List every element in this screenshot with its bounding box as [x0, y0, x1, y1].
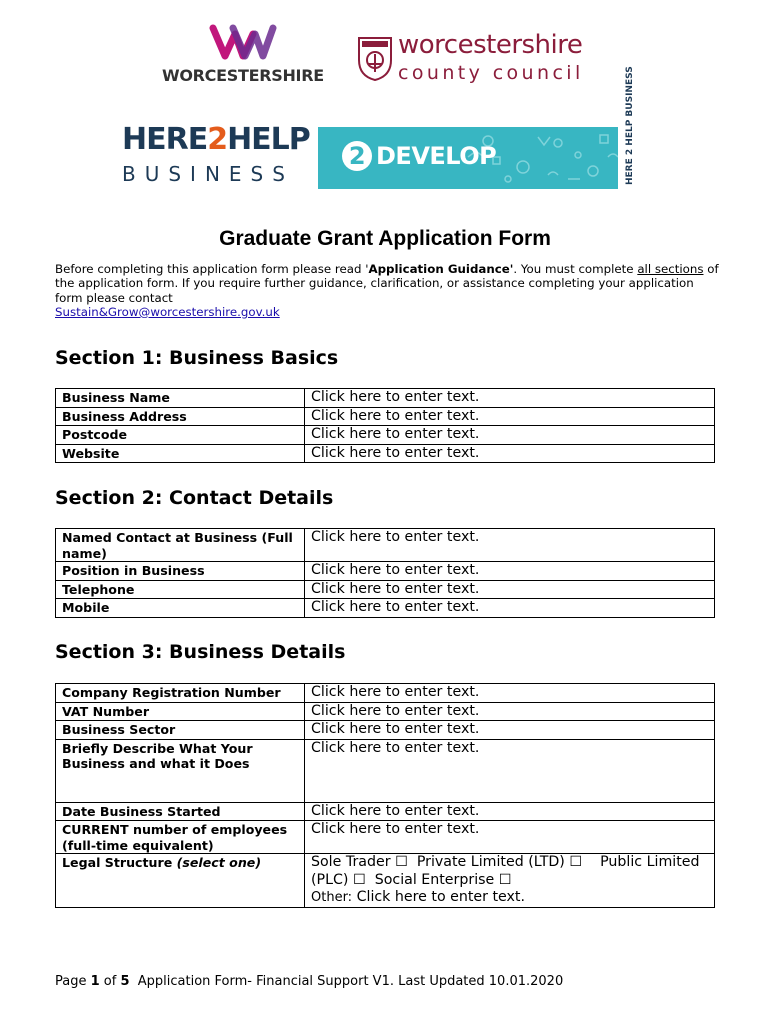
footer-page-total: 5 — [120, 974, 130, 989]
section-2-table — [55, 528, 715, 618]
worcestershire-logo-text: WORCESTERSHIRE — [162, 66, 324, 85]
here2help-logo-subtitle: BUSINESS — [122, 162, 294, 186]
field-label: Website — [56, 444, 305, 463]
public-limited-checkbox[interactable]: ☐ — [352, 871, 366, 888]
table-row — [56, 529, 715, 562]
contact-email-link[interactable]: Sustain&Grow@worcestershire.gov.uk — [55, 304, 280, 319]
date-started-field[interactable]: Click here to enter text. — [305, 802, 715, 821]
field-label: Mobile — [56, 599, 305, 618]
field-label: CURRENT number of employees (full-time equivalent) — [56, 821, 305, 854]
page-title: Graduate Grant Application Form — [219, 227, 551, 250]
table-row — [56, 389, 715, 408]
footer-page-number: 1 — [90, 974, 100, 989]
council-name-line2: county council — [398, 62, 584, 84]
develop-banner-text — [342, 141, 496, 171]
field-label: Telephone — [56, 580, 305, 599]
field-label: Business Address — [56, 407, 305, 426]
table-row — [56, 821, 715, 854]
business-name-field[interactable]: Click here to enter text. — [305, 389, 715, 408]
table-row — [56, 702, 715, 721]
develop-word: DEVELOP — [376, 142, 497, 170]
section-1-heading: Section 1: Business Basics — [55, 347, 339, 369]
legal-structure-label-text: Legal Structure — [62, 855, 177, 870]
company-registration-field[interactable]: Click here to enter text. — [305, 684, 715, 703]
develop-two: 2 — [342, 141, 372, 171]
vat-number-field[interactable]: Click here to enter text. — [305, 702, 715, 721]
field-label: Named Contact at Business (Full name) — [56, 529, 305, 562]
council-crest-icon — [356, 34, 394, 82]
option-private-limited-label: Private Limited (LTD) — [416, 854, 565, 870]
legal-structure-hint: (select one) — [176, 855, 262, 870]
develop-side-text: HERE 2 HELP BUSINESS — [625, 66, 635, 185]
employee-count-field[interactable]: Click here to enter text. — [305, 821, 715, 854]
field-label: Company Registration Number — [56, 684, 305, 703]
w-logo-icon — [207, 22, 279, 62]
table-row — [56, 599, 715, 618]
h2h-help: HELP — [227, 122, 310, 157]
page-footer — [55, 974, 563, 989]
here2help-logo-title — [122, 122, 310, 157]
section-3-heading: Section 3: Business Details — [55, 641, 346, 663]
postcode-field[interactable]: Click here to enter text. — [305, 426, 715, 445]
legal-structure-label — [56, 854, 305, 908]
table-row — [56, 739, 715, 802]
footer-page-word: Page — [55, 974, 91, 989]
section-2-heading: Section 2: Contact Details — [55, 487, 334, 509]
here2help-logo — [120, 122, 320, 192]
table-row — [56, 721, 715, 740]
intro-text-1: Before completing this application form please read ' — [55, 262, 369, 276]
field-label: Business Name — [56, 389, 305, 408]
table-row — [56, 444, 715, 463]
position-field[interactable]: Click here to enter text. — [305, 562, 715, 581]
field-label: Date Business Started — [56, 802, 305, 821]
option-sole-trader-label: Sole Trader — [311, 854, 391, 870]
legal-structure-options — [305, 854, 715, 908]
social-enterprise-checkbox[interactable]: ☐ — [498, 871, 512, 888]
option-public-limited-label: Public Limited (PLC) — [311, 854, 700, 888]
private-limited-checkbox[interactable]: ☐ — [569, 854, 583, 870]
table-row — [56, 426, 715, 445]
h2h-two: 2 — [207, 122, 228, 157]
business-address-field[interactable]: Click here to enter text. — [305, 407, 715, 426]
field-label: Business Sector — [56, 721, 305, 740]
section-1-table — [55, 388, 715, 463]
intro-guidance-bold: Application Guidance' — [368, 262, 514, 276]
footer-document-info: Application Form- Financial Support V1. Last Updated 10.01.2020 — [129, 974, 564, 989]
sole-trader-checkbox[interactable]: ☐ — [395, 854, 408, 870]
table-row — [56, 854, 715, 908]
table-row — [56, 802, 715, 821]
intro-text-3: of the application form. If you require further guidance, clarification, or assistance completing your application form please contact — [55, 262, 719, 305]
telephone-field[interactable]: Click here to enter text. — [305, 580, 715, 599]
field-label: Position in Business — [56, 562, 305, 581]
council-name-line1: worcestershire — [398, 30, 583, 60]
table-row — [56, 562, 715, 581]
intro-paragraph — [55, 262, 720, 319]
other-structure-field[interactable]: Click here to enter text. — [356, 889, 526, 905]
footer-of-word: of — [99, 974, 121, 989]
develop-banner — [318, 127, 618, 189]
table-row — [56, 684, 715, 703]
table-row — [56, 580, 715, 599]
intro-all-sections: all sections — [637, 262, 704, 276]
worcestershire-logo — [160, 22, 322, 88]
other-label: Other: — [311, 890, 353, 905]
h2h-here: HERE — [122, 122, 208, 157]
field-label: Briefly Describe What Your Business and what it Does — [56, 739, 305, 802]
business-sector-field[interactable]: Click here to enter text. — [305, 721, 715, 740]
business-description-field[interactable]: Click here to enter text. — [305, 739, 715, 802]
website-field[interactable]: Click here to enter text. — [305, 444, 715, 463]
named-contact-field[interactable]: Click here to enter text. — [305, 529, 715, 562]
option-social-enterprise-label: Social Enterprise — [374, 871, 495, 888]
section-3-table — [55, 683, 715, 908]
mobile-field[interactable]: Click here to enter text. — [305, 599, 715, 618]
table-row — [56, 407, 715, 426]
field-label: Postcode — [56, 426, 305, 445]
county-council-logo — [356, 30, 616, 88]
develop-side-label — [621, 66, 651, 189]
intro-text-2: . You must complete — [513, 262, 638, 276]
field-label: VAT Number — [56, 702, 305, 721]
